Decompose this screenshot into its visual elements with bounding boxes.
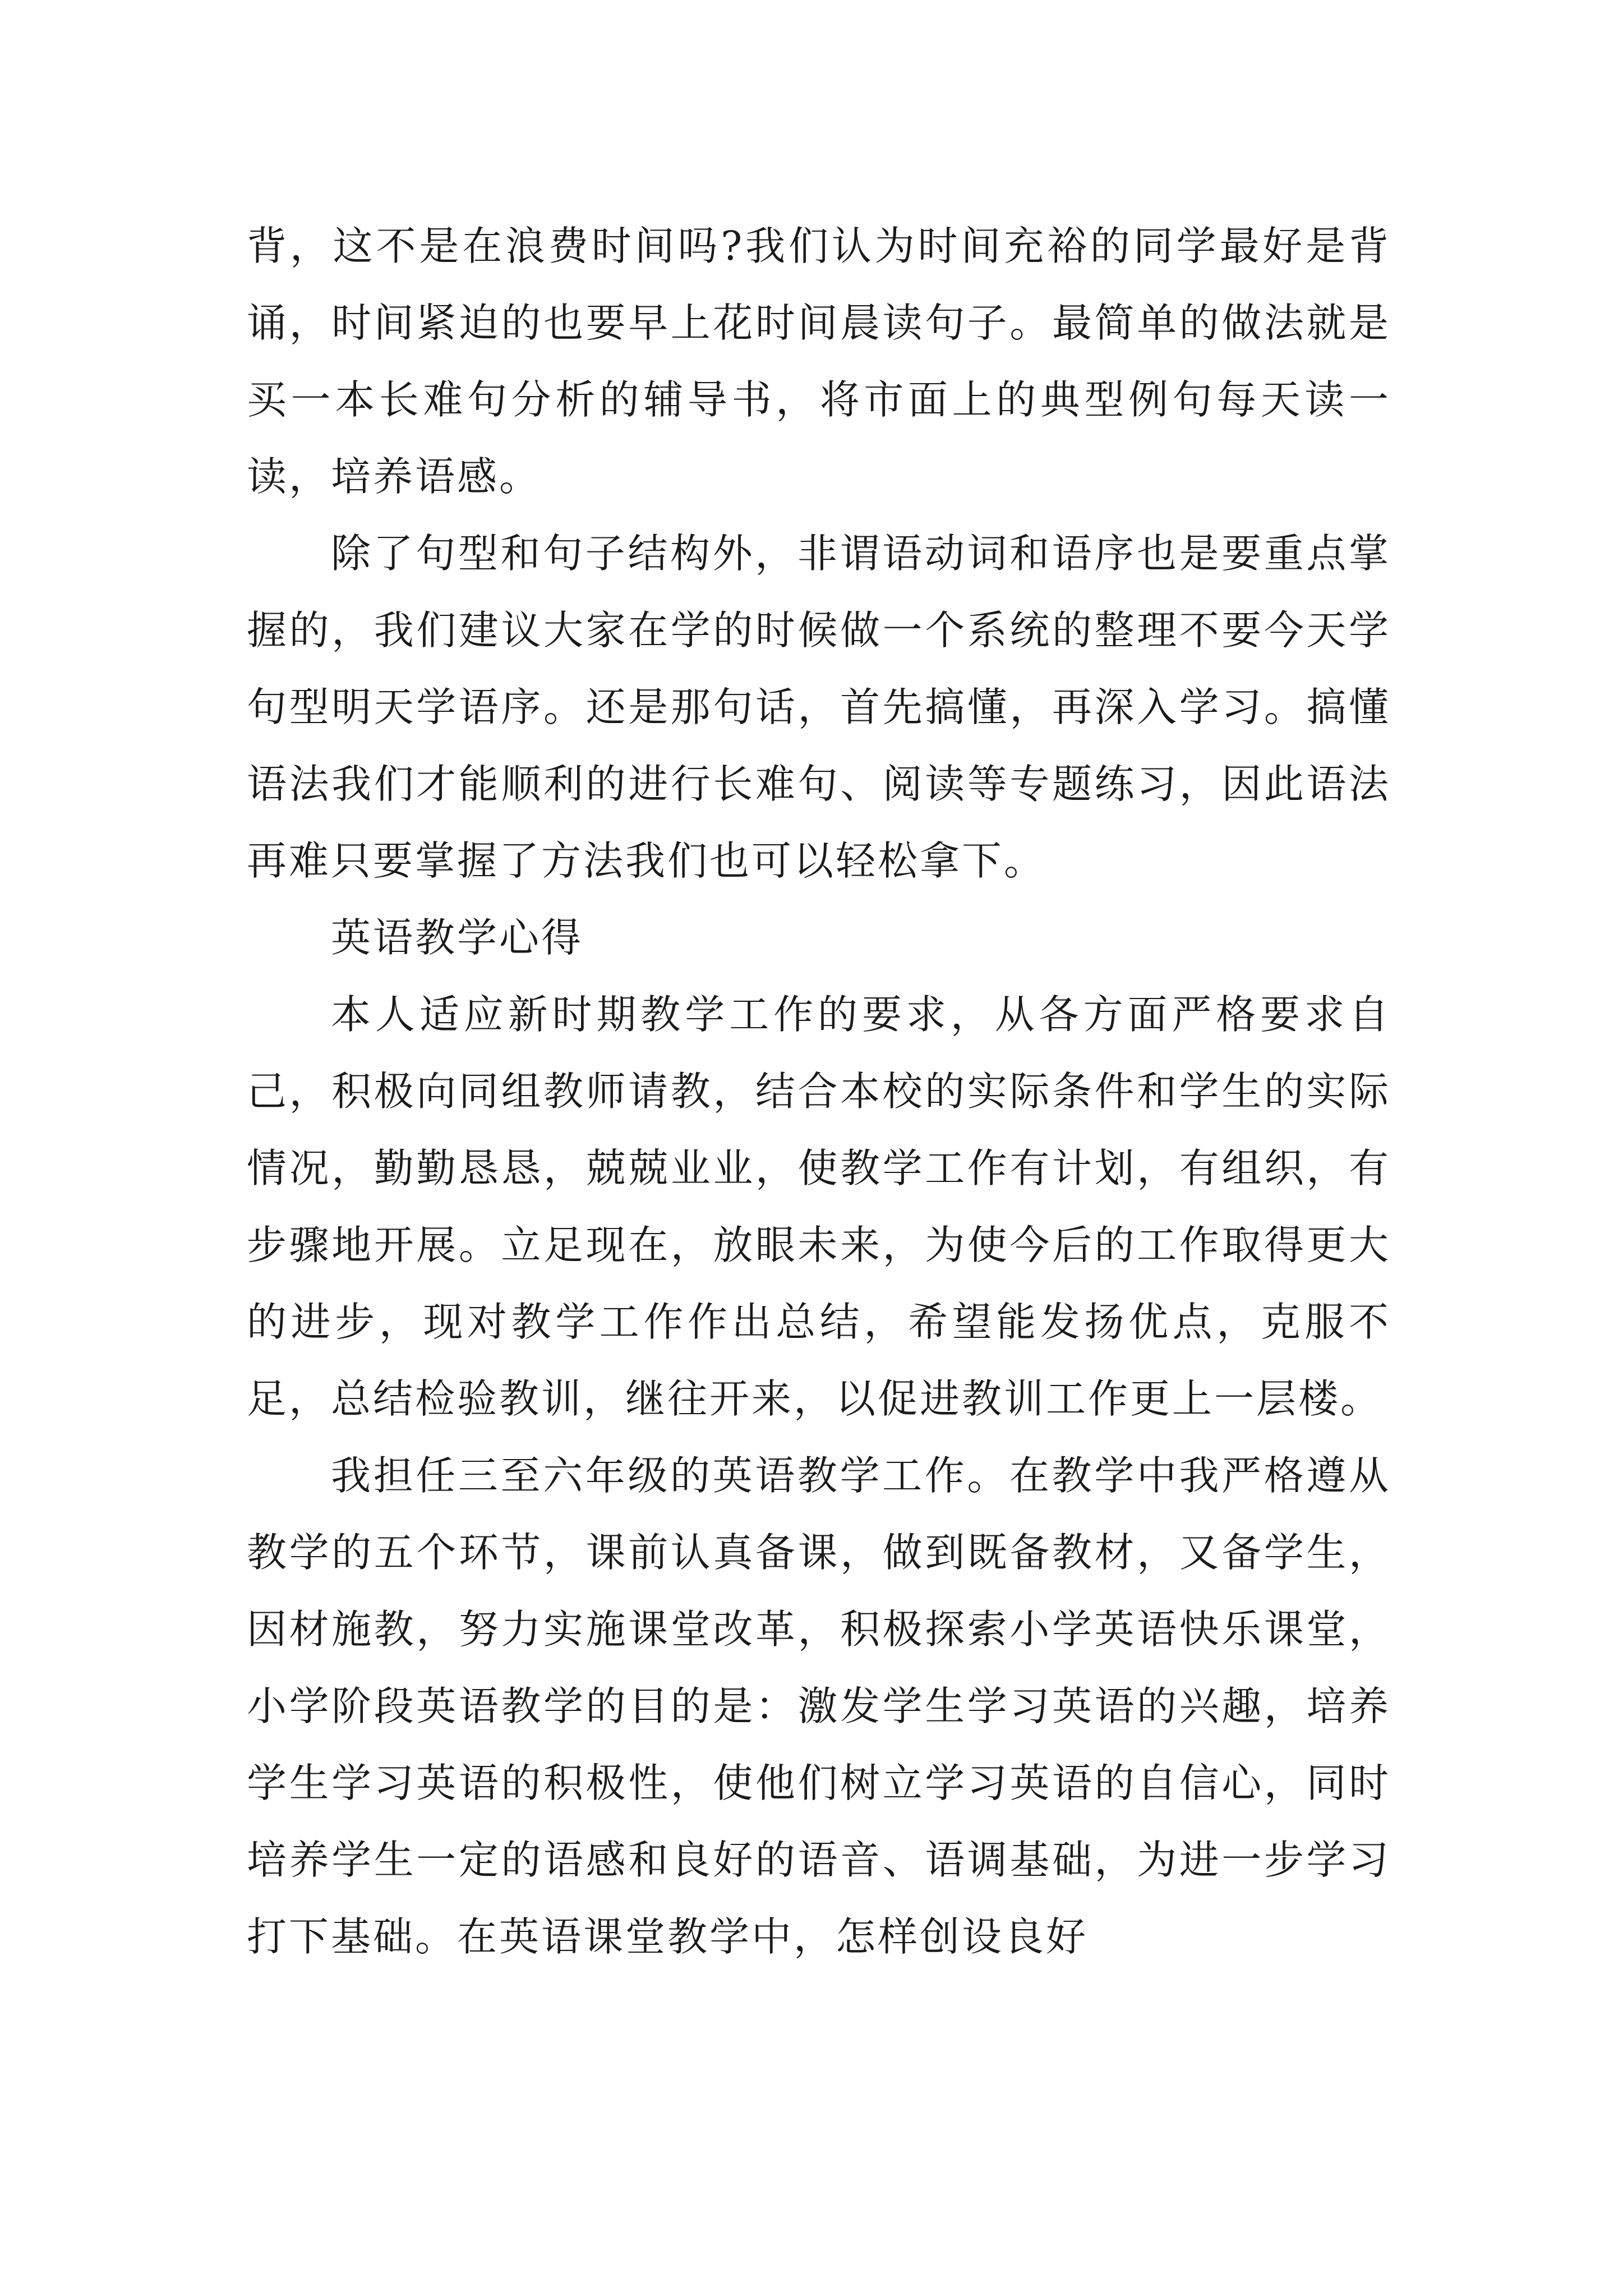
section-title: 英语教学心得 xyxy=(331,914,584,961)
document-body xyxy=(247,208,1391,1975)
paragraph-continuation: 背，这不是在浪费时间吗?我们认为时间充裕的同学最好是背诵，时间紧迫的也要早上花时间晨读句子。最简单的做法就是买一本长难句分析的辅导书，将市面上的典型例句每天读一读，培养语感。 xyxy=(247,223,1391,500)
paragraph-grammar-advice: 除了句型和句子结构外，非谓语动词和语序也是要重点掌握的，我们建议大家在学的时候做一个系统的整理不要今天学句型明天学语序。还是那句话，首先搞懂，再深入学习。搞懂语法我们才能顺利的进行长难句、阅读等专题练习，因此语法再难只要掌握了方法我们也可以轻松拿下。 xyxy=(247,530,1391,884)
paragraph-english-teaching: 我担任三至六年级的英语教学工作。在教学中我严格遵从教学的五个环节，课前认真备课，做到既备教材，又备学生，因材施教，努力实施课堂改革，积极探索小学英语快乐课堂，小学阶段英语教学的目的是：激发学生学习英语的兴趣，培养学生学习英语的积极性，使他们树立学习英语的自信心，同时培养学生一定的语感和良好的语音、语调基础，为进一步学习打下基础。在英语课堂教学中，怎样创设良好 xyxy=(247,1452,1391,1960)
paragraph-teaching-summary: 本人适应新时期教学工作的要求，从各方面严格要求自己，积极向同组教师请教，结合本校的实际条件和学生的实际情况，勤勤恳恳，兢兢业业，使教学工作有计划，有组织，有步骤地开展。立足现在，放眼未来，为使今后的工作取得更大的进步，现对教学工作作出总结，希望能发扬优点，克服不足，总结检验教训，继往开来，以促进教训工作更上一层楼。 xyxy=(247,991,1391,1422)
